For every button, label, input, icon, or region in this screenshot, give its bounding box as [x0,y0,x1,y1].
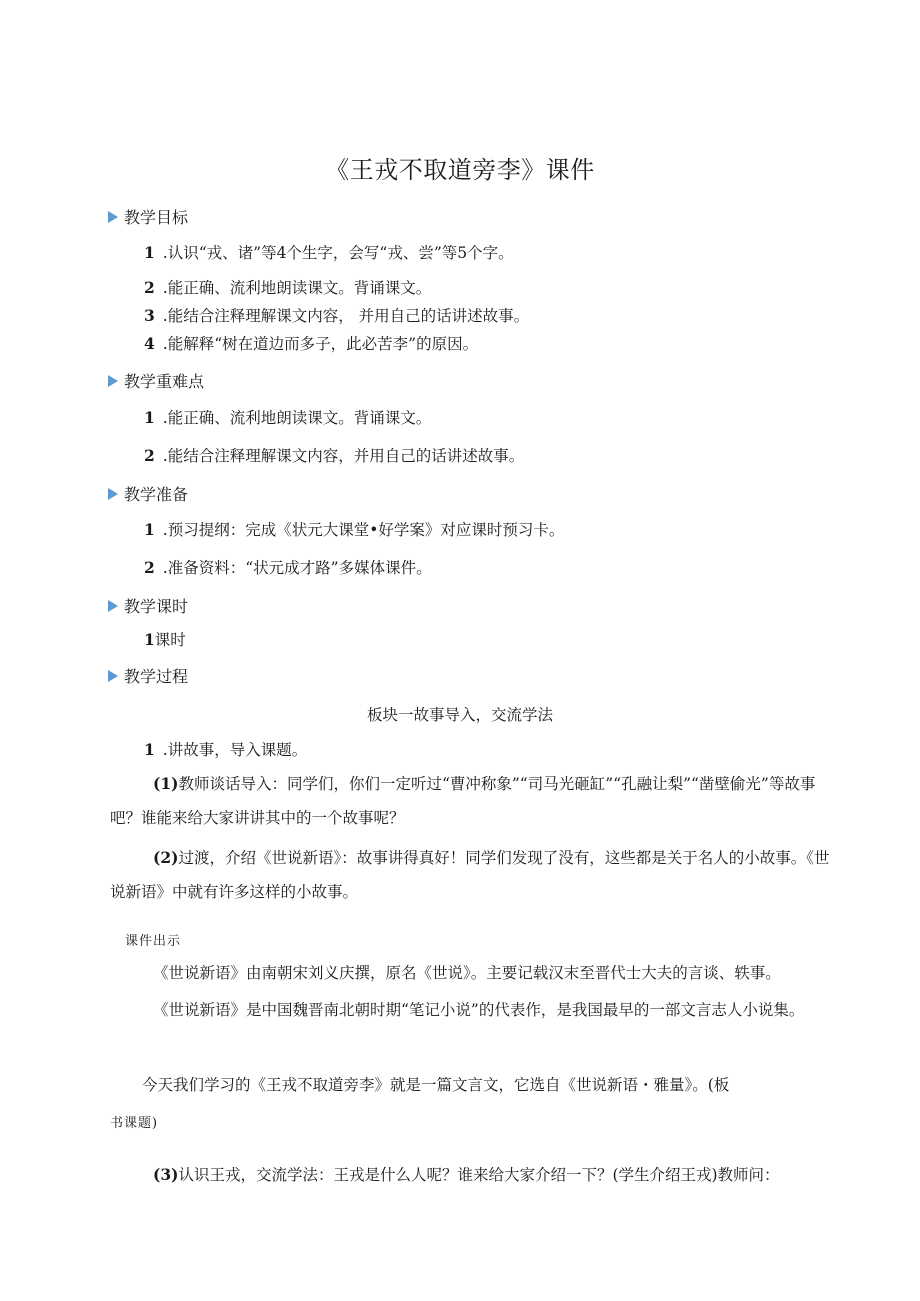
paragraph-transition [110,841,840,909]
section-heading-label: 教学课时 [124,597,189,616]
paragraph-number: (3) [153,1165,179,1184]
paragraph-number: (2) [153,848,179,867]
paragraph-teacher-intro [110,767,840,835]
item-number: 3 [144,306,155,325]
item-text: .能正确、流利地朗读课文。背诵课文。 [162,409,432,427]
item-number: 1 [144,740,155,759]
triangle-bullet-icon [108,211,118,223]
item-number: 2 [144,446,155,465]
goal-item-4 [144,332,478,354]
item-text: .能结合注释理解课文内容， 并用自己的话讲述故事。 [162,307,530,325]
section-heading-label: 教学准备 [124,485,189,504]
item-number: 4 [144,334,155,353]
item-text: .能正确、流利地朗读课文。背诵课文。 [162,279,432,297]
paragraph-text: 过渡，介绍《世说新语》：故事讲得真好！同学们发现了没有，这些都是关于名人的小故事。《世说新语》中就有许多这样的小故事。 [110,849,830,901]
process-step-1 [144,738,307,760]
item-text: .讲故事，导入课题。 [162,741,308,759]
triangle-bullet-icon [108,375,118,387]
board-note: 书课题) [110,1116,159,1131]
key-point-item-2 [144,444,524,466]
item-number: 1 [144,408,155,427]
section-heading-preparation [108,482,188,505]
paragraph-today: 今天我们学习的《王戎不取道旁李》就是一篇文言文，它选自《世说新语・雅量》。(板 [142,1076,730,1094]
section-heading-hours [108,594,188,617]
item-number: 1 [144,520,155,539]
item-text: .能解释“树在道边而多子，此必苦李”的原因。 [162,335,479,353]
item-text: .能结合注释理解课文内容，并用自己的话讲述故事。 [162,447,525,465]
paragraph-text: 认识王戎，交流学法：王戎是什么人呢？谁来给大家介绍一下？(学生介绍王戎)教师问： [178,1166,780,1184]
slide-label: 课件出示 [125,934,182,949]
paragraph-number: (1) [153,774,179,793]
section-heading-process [108,664,188,687]
item-number: 1 [144,243,155,262]
item-text: .准备资料：“状元成才路”多媒体课件。 [162,559,432,577]
item-number: 2 [144,278,155,297]
slide-paragraph-2: 《世说新语》是中国魏晋南北朝时期“笔记小说”的代表作，是我国最早的一部文言志人小说集。 [153,1001,805,1019]
preparation-item-2 [144,556,432,578]
section-heading-key-points [108,369,204,392]
hours-number: 1 [144,630,155,649]
triangle-bullet-icon [108,600,118,612]
block-title: 板块一故事导入，交流学法 [366,706,553,724]
page-title: 《王戎不取道旁李》课件 [325,156,595,184]
item-number: 2 [144,558,155,577]
item-text: .认识“戎、诸”等4个生字，会写“戎、尝”等5个字。 [162,244,514,262]
goal-item-2 [144,276,431,298]
section-heading-label: 教学过程 [124,667,189,686]
preparation-item-1 [144,518,564,540]
section-heading-label: 教学目标 [124,208,189,227]
goal-item-1 [144,241,514,263]
hours-unit: 课时 [154,631,186,649]
paragraph-text: 教师谈话导入：同学们，你们一定听过“曹冲称象”“司马光砸缸”“孔融让梨”“凿壁偷光”等故事吧？谁能来给大家讲讲其中的一个故事呢？ [110,775,816,827]
triangle-bullet-icon [108,670,118,682]
paragraph-know-wangrong [110,1158,840,1192]
slide-paragraph-1: 《世说新语》由南朝宋刘义庆撰，原名《世说》。主要记载汉末至晋代士大夫的言谈、轶事。 [153,964,781,982]
triangle-bullet-icon [108,488,118,500]
goal-item-3 [144,304,529,326]
hours-value [144,628,186,650]
section-heading-label: 教学重难点 [124,372,205,391]
section-heading-goals [108,205,188,228]
key-point-item-1 [144,406,431,428]
item-text: .预习提纲：完成《状元大课堂•好学案》对应课时预习卡。 [162,521,565,539]
